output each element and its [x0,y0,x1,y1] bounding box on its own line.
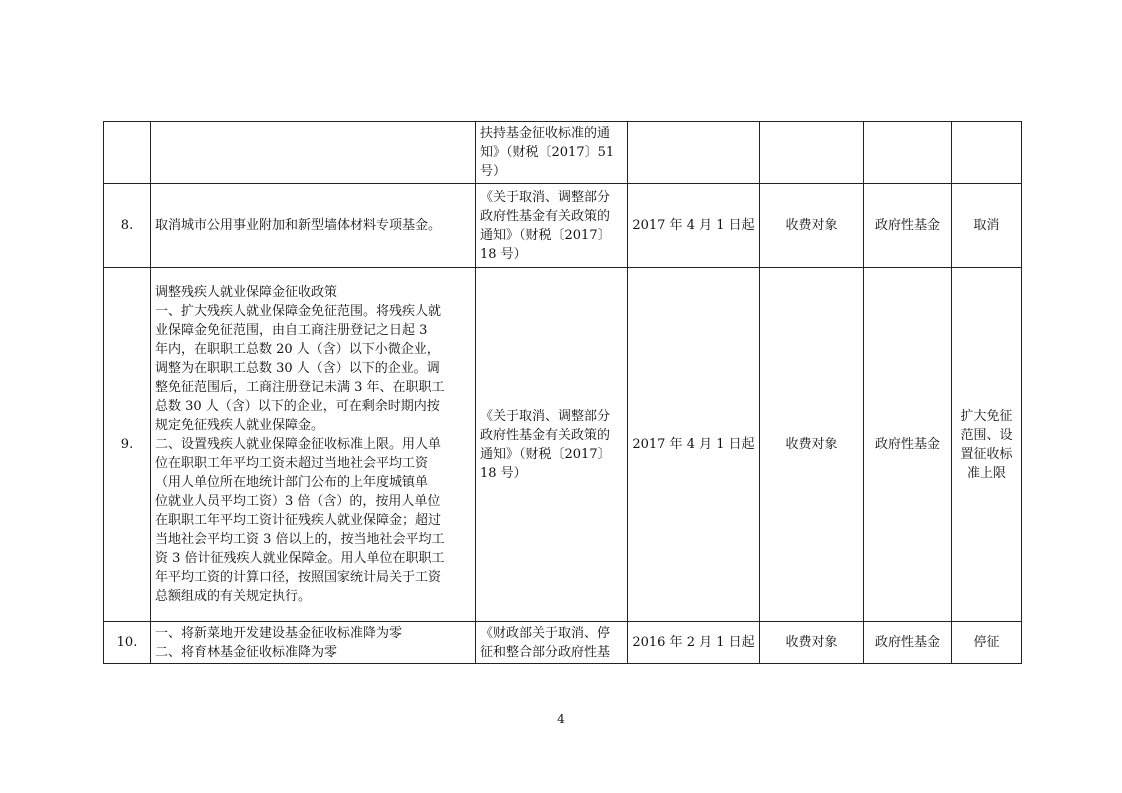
row-number-cell [104,184,151,268]
type-text: 政府性基金 [874,635,940,650]
object-text: 收费对象 [785,218,838,233]
date-cell [628,268,760,622]
date-cell [628,122,760,184]
date-text: 2017 年 4 月 1 日起 [632,437,755,452]
object-cell [760,268,864,622]
object-cell [760,184,864,268]
method-text: 取消 [973,218,1000,233]
object-cell [760,622,864,664]
basis-text: 扶持基金征收标准的通 知》（财税〔2017〕51 号） [480,126,615,179]
row-number: 10. [116,635,138,650]
basis-cell [476,122,628,184]
basis-text: 《关于取消、调整部分 政府性基金有关政策的 通知》（财税〔2017〕 18 号） [480,189,611,262]
method-cell [952,268,1022,622]
method-cell [952,622,1022,664]
method-text: 停征 [973,635,1000,650]
row-number: 8. [120,218,134,233]
date-text: 2016 年 2 月 1 日起 [632,635,755,650]
type-cell [864,184,952,268]
content-cell [151,622,476,664]
table-row [104,184,1022,268]
method-cell [952,122,1022,184]
content-cell [151,268,476,622]
basis-text: 《财政部关于取消、停 征和整合部分政府性基 [480,625,611,660]
content-text: 取消城市公用事业附加和新型墙体材料专项基金。 [155,218,442,233]
table-row [104,622,1022,664]
basis-cell [476,268,628,622]
content-text: 一、将新菜地开发建设基金征收标准降为零 二、将育林基金征收标准降为零 [155,625,403,660]
type-cell [864,122,952,184]
type-text: 政府性基金 [874,218,940,233]
content-cell [151,122,476,184]
row-number-cell [104,622,151,664]
page-number: 4 [557,712,565,726]
object-cell [760,122,864,184]
basis-cell [476,622,628,664]
date-cell [628,184,760,268]
policy-table [103,121,1022,664]
type-cell [864,622,952,664]
content-text: 调整残疾人就业保障金征收政策 一、扩大残疾人就业保障金免征范围。将残疾人就 业保障金免征范围，由自工商注册登记之日起 3 年内，在职职工总数 20 人（含）以下小微企业， 调整为在职职工总数 30 人（含）以下的企业。调 整免征范围后，工商注册登记未满 3 年、在职职工 总数 30 人（含）以下的企业，可在剩余时期内按 规定免征残疾人就业保障金。 二、设置残疾人就业保障金征收标准上限。用人单 位在职职工年平均工资未超过当地社会平均工资 （用人单位所在地统计部门公布的上年度城镇单 位就业人员平均工资）3 倍（含）的，按用人单位 在职职工年平均工资计征残疾人就业保障金；超过 当地社会平均工资 3 倍以上的，按当地社会平均工 资 3 倍计征残疾人就业保障金。用人单位在职职工 年平均工资的计算口径，按照国家统计局关于工资 总额组成的有关规定执行。 [155,285,445,604]
row-number-cell [104,268,151,622]
method-text: 扩大免征 范围、设 置征收标 准上限 [960,408,1013,481]
type-cell [864,268,952,622]
method-cell [952,184,1022,268]
table-row [104,122,1022,184]
object-text: 收费对象 [785,635,838,650]
type-text: 政府性基金 [874,437,940,452]
table-row [104,268,1022,622]
row-number-cell [104,122,151,184]
row-number: 9. [120,437,134,452]
date-text: 2017 年 4 月 1 日起 [632,218,755,233]
date-cell [628,622,760,664]
content-cell [151,184,476,268]
basis-cell [476,184,628,268]
object-text: 收费对象 [785,437,838,452]
basis-text: 《关于取消、调整部分 政府性基金有关政策的 通知》（财税〔2017〕 18 号） [480,408,611,481]
